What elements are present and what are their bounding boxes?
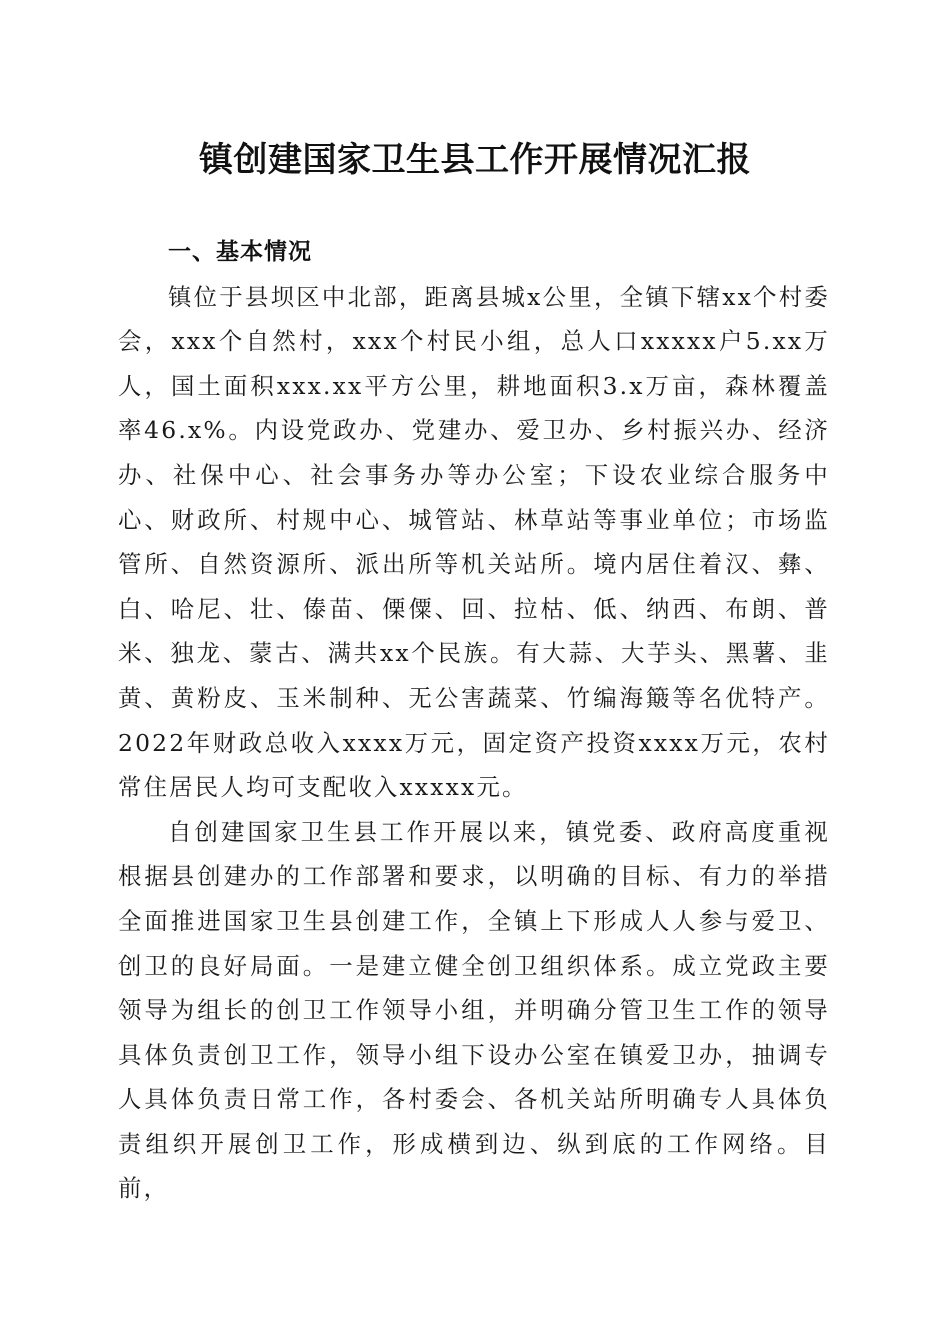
paragraph-town-overview: 镇位于县坝区中北部，距离县城x公里，全镇下辖xx个村委会，xxx个自然村，xxx个村民小组，总人口xxxxx户5.xx万人，国土面积xxx.xx平方公里，耕地面积3.x万亩，森林覆盖率46.x%。内设党政办、党建办、爱卫办、乡村振兴办、经济办、社保中心、社会事务办等办公室；下设农业综合服务中心、财政所、村规中心、城管站、林草站等事业单位；市场监管所、自然资源所、派出所等机关站所。境内居住着汉、彝、白、哈尼、壮、傣苗、傈僳、回、拉枯、低、纳西、布朗、普米、独龙、蒙古、满共xx个民族。有大蒜、大芋头、黑薯、韭黄、黄粉皮、玉米制种、无公害蔬菜、竹编海簸等名优特产。2022年财政总收入xxxx万元，固定资产投资xxxx万元，农村常住居民人均可支配收入xxxxx元。	[118, 282, 830, 802]
section-heading-basic-situation: 一、基本情况	[168, 239, 312, 265]
paragraph-campaign-work: 自创建国家卫生县工作开展以来，镇党委、政府高度重视根据县创建办的工作部署和要求，以明确的目标、有力的举措全面推进国家卫生县创建工作，全镇上下形成人人参与爱卫、创卫的良好局面。一是建立健全创卫组织体系。成立党政主要领导为组长的创卫工作领导小组，并明确分管卫生工作的领导具体负责创卫工作，领导小组下设办公室在镇爱卫办，抽调专人具体负责日常工作，各村委会、各机关站所明确专人具体负责组织开展创卫工作，形成横到边、纵到底的工作网络。目前，	[118, 817, 830, 1203]
document-title: 镇创建国家卫生县工作开展情况汇报	[199, 140, 751, 180]
document-body	[118, 230, 830, 1211]
